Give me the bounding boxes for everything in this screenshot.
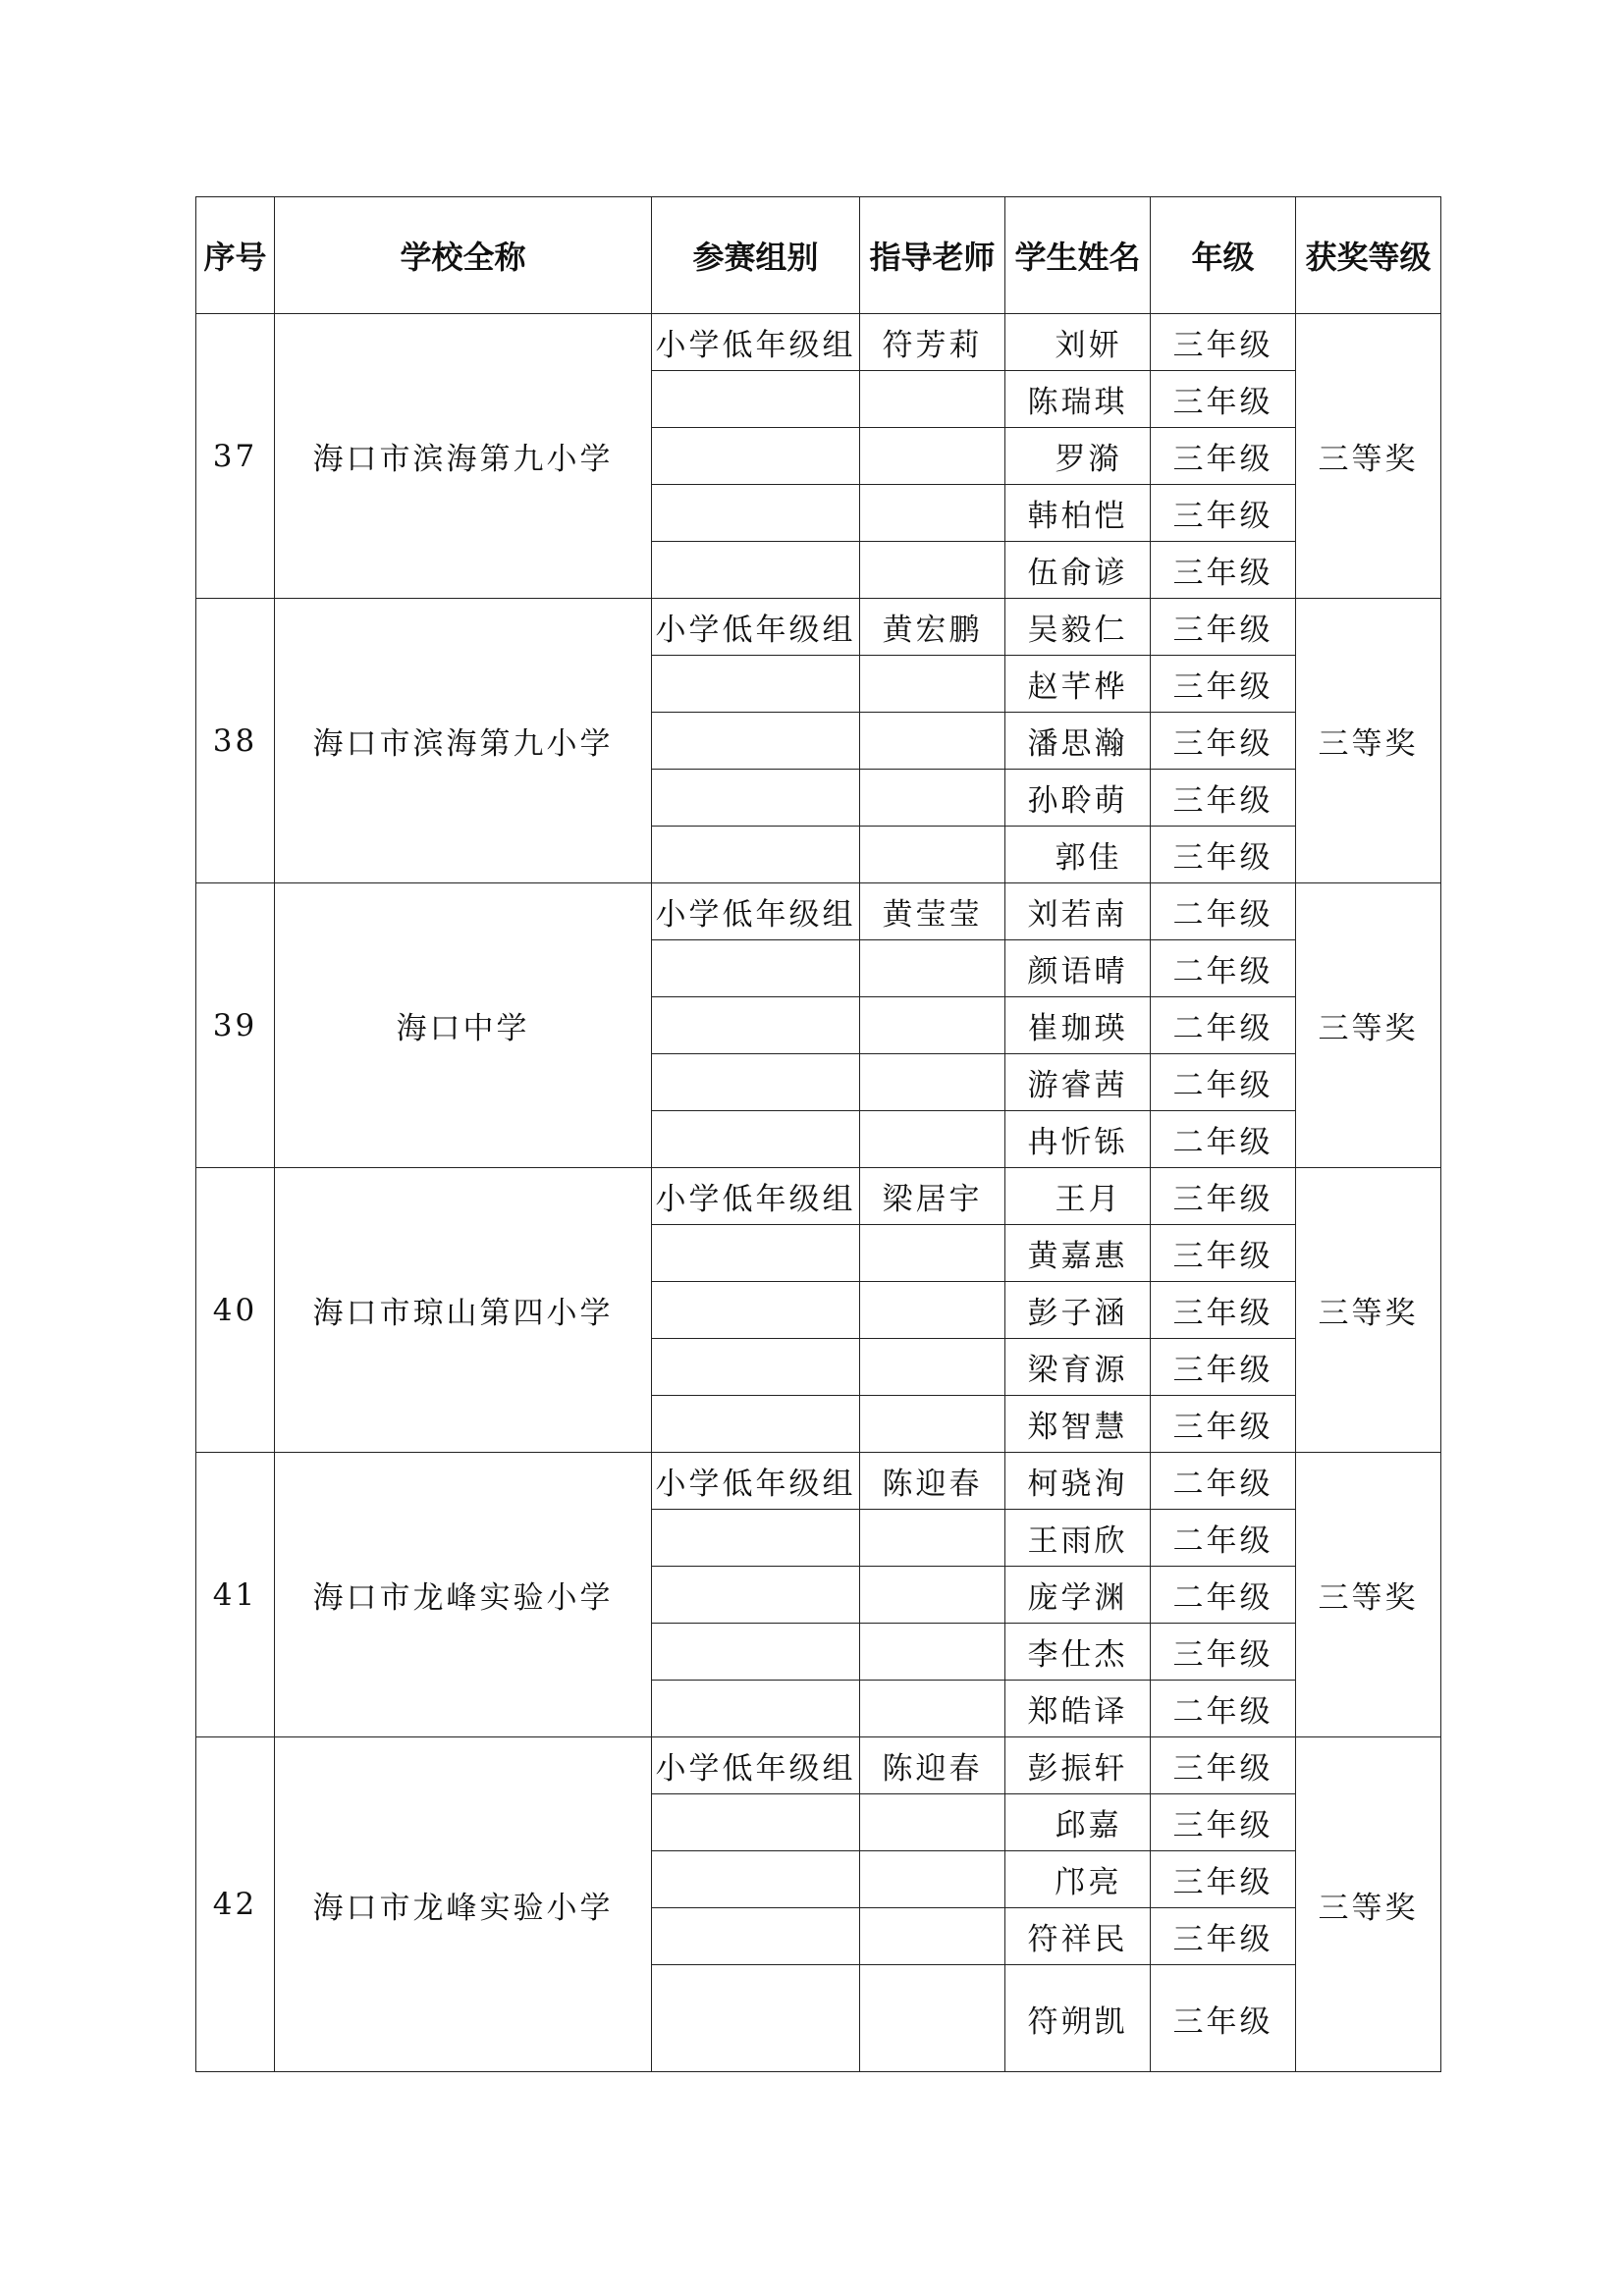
teacher-cell bbox=[860, 1794, 1005, 1851]
category-cell bbox=[652, 1908, 860, 1965]
teacher-cell bbox=[860, 1396, 1005, 1453]
grade-cell: 二年级 bbox=[1151, 1510, 1296, 1567]
school-name-cell: 海口市滨海第九小学 bbox=[275, 314, 652, 599]
teacher-cell bbox=[860, 1225, 1005, 1282]
teacher-cell bbox=[860, 1054, 1005, 1111]
student-name-cell: 庞学渊 bbox=[1005, 1567, 1151, 1624]
award-level-cell: 三等奖 bbox=[1296, 314, 1441, 599]
student-name-cell: 崔珈瑛 bbox=[1005, 997, 1151, 1054]
serial-number-cell: 39 bbox=[196, 883, 275, 1168]
student-name-cell: 邝亮 bbox=[1005, 1851, 1151, 1908]
category-cell bbox=[652, 1396, 860, 1453]
student-name-cell: 陈瑞琪 bbox=[1005, 371, 1151, 428]
grade-cell: 三年级 bbox=[1151, 1282, 1296, 1339]
category-cell bbox=[652, 1510, 860, 1567]
teacher-cell bbox=[860, 1851, 1005, 1908]
teacher-cell bbox=[860, 770, 1005, 827]
student-name-cell: 黄嘉惠 bbox=[1005, 1225, 1151, 1282]
grade-cell: 三年级 bbox=[1151, 1794, 1296, 1851]
category-cell bbox=[652, 1624, 860, 1681]
student-name-cell: 伍俞谚 bbox=[1005, 542, 1151, 599]
student-name-cell: 郑智慧 bbox=[1005, 1396, 1151, 1453]
category-cell bbox=[652, 371, 860, 428]
grade-cell: 二年级 bbox=[1151, 1111, 1296, 1168]
grade-cell: 二年级 bbox=[1151, 883, 1296, 940]
student-name-cell: 游睿茜 bbox=[1005, 1054, 1151, 1111]
header-student: 学生姓名 bbox=[1005, 197, 1151, 314]
teacher-cell bbox=[860, 485, 1005, 542]
student-name-cell: 潘思瀚 bbox=[1005, 713, 1151, 770]
teacher-cell bbox=[860, 1681, 1005, 1737]
teacher-cell: 陈迎春 bbox=[860, 1737, 1005, 1794]
grade-cell: 二年级 bbox=[1151, 1681, 1296, 1737]
category-cell bbox=[652, 1567, 860, 1624]
school-name-cell: 海口中学 bbox=[275, 883, 652, 1168]
category-cell: 小学低年级组 bbox=[652, 1737, 860, 1794]
student-name-cell: 符祥民 bbox=[1005, 1908, 1151, 1965]
category-cell bbox=[652, 1965, 860, 2072]
student-name-cell: 韩柏恺 bbox=[1005, 485, 1151, 542]
teacher-cell bbox=[860, 428, 1005, 485]
student-name-cell: 孙聆萌 bbox=[1005, 770, 1151, 827]
school-name-cell: 海口市滨海第九小学 bbox=[275, 599, 652, 883]
table-row bbox=[196, 599, 1441, 656]
grade-cell: 三年级 bbox=[1151, 371, 1296, 428]
student-name-cell: 颜语晴 bbox=[1005, 940, 1151, 997]
school-name-cell: 海口市琼山第四小学 bbox=[275, 1168, 652, 1453]
student-name-cell: 郭佳 bbox=[1005, 827, 1151, 883]
award-level-cell: 三等奖 bbox=[1296, 599, 1441, 883]
student-name-cell: 刘妍 bbox=[1005, 314, 1151, 371]
category-cell bbox=[652, 1054, 860, 1111]
student-name-cell: 彭子涵 bbox=[1005, 1282, 1151, 1339]
student-name-cell: 刘若南 bbox=[1005, 883, 1151, 940]
grade-cell: 三年级 bbox=[1151, 1965, 1296, 2072]
grade-cell: 三年级 bbox=[1151, 1396, 1296, 1453]
teacher-cell: 黄莹莹 bbox=[860, 883, 1005, 940]
grade-cell: 三年级 bbox=[1151, 542, 1296, 599]
category-cell: 小学低年级组 bbox=[652, 314, 860, 371]
grade-cell: 三年级 bbox=[1151, 827, 1296, 883]
table-row bbox=[196, 1453, 1441, 1510]
category-cell bbox=[652, 1794, 860, 1851]
student-name-cell: 李仕杰 bbox=[1005, 1624, 1151, 1681]
grade-cell: 三年级 bbox=[1151, 1168, 1296, 1225]
header-row bbox=[196, 197, 1441, 314]
teacher-cell: 梁居宇 bbox=[860, 1168, 1005, 1225]
teacher-cell bbox=[860, 656, 1005, 713]
grade-cell: 三年级 bbox=[1151, 1908, 1296, 1965]
header-school: 学校全称 bbox=[275, 197, 652, 314]
teacher-cell bbox=[860, 713, 1005, 770]
category-cell bbox=[652, 656, 860, 713]
teacher-cell bbox=[860, 940, 1005, 997]
student-name-cell: 罗漪 bbox=[1005, 428, 1151, 485]
grade-cell: 二年级 bbox=[1151, 940, 1296, 997]
serial-number-cell: 40 bbox=[196, 1168, 275, 1453]
teacher-cell bbox=[860, 1510, 1005, 1567]
grade-cell: 三年级 bbox=[1151, 599, 1296, 656]
grade-cell: 三年级 bbox=[1151, 314, 1296, 371]
category-cell: 小学低年级组 bbox=[652, 599, 860, 656]
award-level-cell: 三等奖 bbox=[1296, 1737, 1441, 2072]
student-name-cell: 王雨欣 bbox=[1005, 1510, 1151, 1567]
grade-cell: 三年级 bbox=[1151, 1225, 1296, 1282]
award-level-cell: 三等奖 bbox=[1296, 883, 1441, 1168]
award-level-cell: 三等奖 bbox=[1296, 1453, 1441, 1737]
teacher-cell bbox=[860, 1111, 1005, 1168]
grade-cell: 二年级 bbox=[1151, 1567, 1296, 1624]
awards-table bbox=[195, 196, 1441, 2072]
student-name-cell: 吴毅仁 bbox=[1005, 599, 1151, 656]
school-name-cell: 海口市龙峰实验小学 bbox=[275, 1453, 652, 1737]
category-cell bbox=[652, 1339, 860, 1396]
category-cell bbox=[652, 542, 860, 599]
category-cell bbox=[652, 940, 860, 997]
serial-number-cell: 42 bbox=[196, 1737, 275, 2072]
category-cell bbox=[652, 1225, 860, 1282]
teacher-cell bbox=[860, 997, 1005, 1054]
category-cell bbox=[652, 428, 860, 485]
category-cell bbox=[652, 827, 860, 883]
grade-cell: 三年级 bbox=[1151, 1851, 1296, 1908]
category-cell bbox=[652, 485, 860, 542]
teacher-cell bbox=[860, 371, 1005, 428]
category-cell: 小学低年级组 bbox=[652, 1453, 860, 1510]
header-serial: 序号 bbox=[196, 197, 275, 314]
grade-cell: 三年级 bbox=[1151, 428, 1296, 485]
student-name-cell: 梁育源 bbox=[1005, 1339, 1151, 1396]
student-name-cell: 赵芊桦 bbox=[1005, 656, 1151, 713]
teacher-cell: 陈迎春 bbox=[860, 1453, 1005, 1510]
teacher-cell bbox=[860, 1908, 1005, 1965]
table-row bbox=[196, 1168, 1441, 1225]
grade-cell: 三年级 bbox=[1151, 1339, 1296, 1396]
serial-number-cell: 37 bbox=[196, 314, 275, 599]
teacher-cell bbox=[860, 1282, 1005, 1339]
teacher-cell bbox=[860, 1339, 1005, 1396]
student-name-cell: 彭振轩 bbox=[1005, 1737, 1151, 1794]
teacher-cell: 符芳莉 bbox=[860, 314, 1005, 371]
teacher-cell bbox=[860, 542, 1005, 599]
school-name-cell: 海口市龙峰实验小学 bbox=[275, 1737, 652, 2072]
table-row bbox=[196, 314, 1441, 371]
award-level-cell: 三等奖 bbox=[1296, 1168, 1441, 1453]
category-cell: 小学低年级组 bbox=[652, 883, 860, 940]
student-name-cell: 郑皓译 bbox=[1005, 1681, 1151, 1737]
category-cell bbox=[652, 1681, 860, 1737]
grade-cell: 二年级 bbox=[1151, 997, 1296, 1054]
grade-cell: 三年级 bbox=[1151, 770, 1296, 827]
table-row bbox=[196, 1737, 1441, 1794]
category-cell: 小学低年级组 bbox=[652, 1168, 860, 1225]
student-name-cell: 邱嘉 bbox=[1005, 1794, 1151, 1851]
serial-number-cell: 41 bbox=[196, 1453, 275, 1737]
grade-cell: 二年级 bbox=[1151, 1054, 1296, 1111]
grade-cell: 三年级 bbox=[1151, 1624, 1296, 1681]
student-name-cell: 符朔凯 bbox=[1005, 1965, 1151, 2072]
teacher-cell bbox=[860, 1624, 1005, 1681]
student-name-cell: 王月 bbox=[1005, 1168, 1151, 1225]
student-name-cell: 柯骁洵 bbox=[1005, 1453, 1151, 1510]
table-body bbox=[196, 314, 1441, 2072]
header-grade: 年级 bbox=[1151, 197, 1296, 314]
student-name-cell: 冉忻铄 bbox=[1005, 1111, 1151, 1168]
teacher-cell bbox=[860, 1567, 1005, 1624]
category-cell bbox=[652, 1111, 860, 1168]
grade-cell: 三年级 bbox=[1151, 656, 1296, 713]
category-cell bbox=[652, 713, 860, 770]
teacher-cell bbox=[860, 1965, 1005, 2072]
table-row bbox=[196, 883, 1441, 940]
grade-cell: 三年级 bbox=[1151, 1737, 1296, 1794]
header-award: 获奖等级 bbox=[1296, 197, 1441, 314]
category-cell bbox=[652, 997, 860, 1054]
grade-cell: 二年级 bbox=[1151, 1453, 1296, 1510]
header-category: 参赛组别 bbox=[652, 197, 860, 314]
teacher-cell bbox=[860, 827, 1005, 883]
header-teacher: 指导老师 bbox=[860, 197, 1005, 314]
category-cell bbox=[652, 1282, 860, 1339]
serial-number-cell: 38 bbox=[196, 599, 275, 883]
grade-cell: 三年级 bbox=[1151, 713, 1296, 770]
category-cell bbox=[652, 1851, 860, 1908]
grade-cell: 三年级 bbox=[1151, 485, 1296, 542]
category-cell bbox=[652, 770, 860, 827]
teacher-cell: 黄宏鹏 bbox=[860, 599, 1005, 656]
